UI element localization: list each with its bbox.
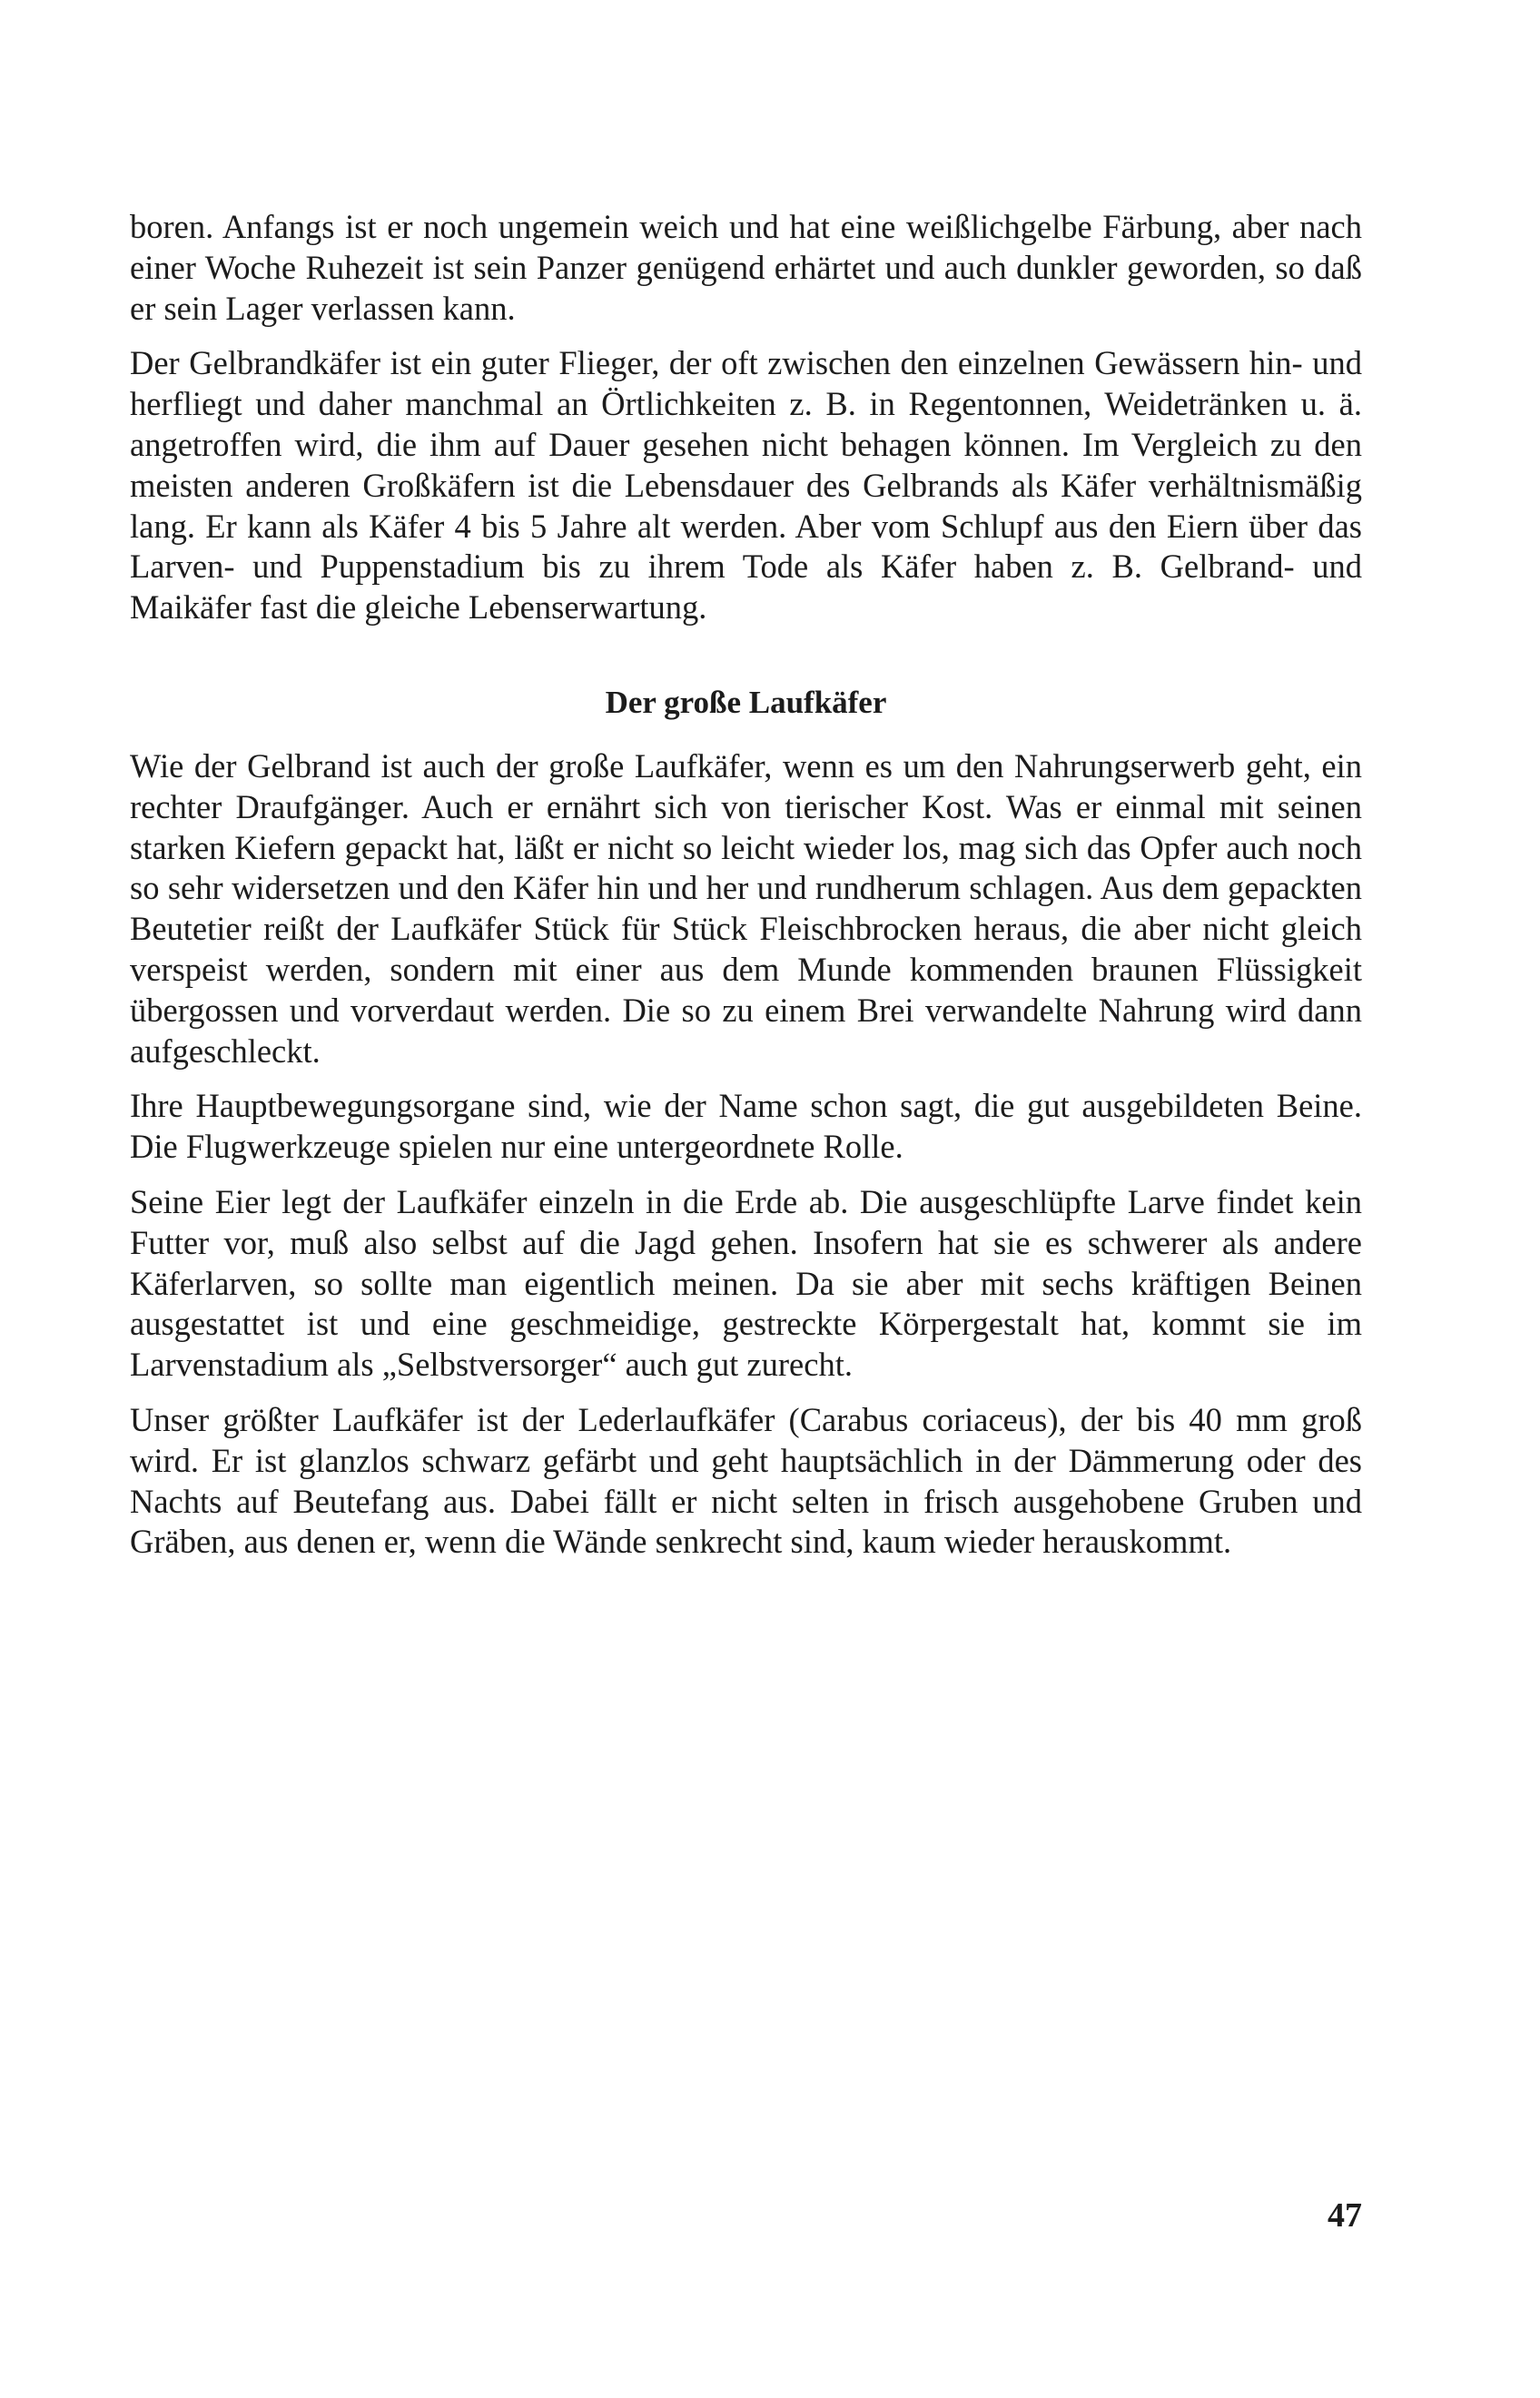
paragraph: Unser größter Laufkäfer ist der Lederlaufkäfer (Carabus coriaceus), der bis 40 mm groß wird. Er ist glanzlos schwarz gefärbt und geht hauptsächlich in der Dämmerung oder des Nachts auf Beutefang aus. Dabei fällt er nicht selten in frisch ausgehobene Gruben und Gräben, aus denen er, wenn die Wände senkrecht sind, kaum wieder herauskommt. — [130, 1400, 1362, 1561]
paragraph: Seine Eier legt der Laufkäfer einzeln in die Erde ab. Die ausgeschlüpfte Larve findet kein Futter vor, muß also selbst auf die Jagd gehen. Insofern hat sie es schwerer als andere Käferlarven, so sollte man eigentlich meinen. Da sie aber mit sechs kräftigen Beinen ausgestattet ist und eine geschmeidige, gestreckte Körpergestalt hat, kommt sie im Larvenstadium als „Selbstversorger“ auch gut zurecht. — [130, 1182, 1362, 1384]
page-number: 47 — [1328, 2196, 1362, 2235]
paragraph: Wie der Gelbrand ist auch der große Laufkäfer, wenn es um den Nahrungserwerb geht, ein rechter Draufgänger. Auch er ernährt sich von tierischer Kost. Was er einmal mit seinen starken Kiefern gepackt hat, läßt er nicht so leicht wieder los, mag sich das Opfer auch noch so sehr widersetzen und den Käfer hin und her und rundherum schlagen. Aus dem gepackten Beutetier reißt der Laufkäfer Stück für Stück Fleischbrocken heraus, die aber nicht gleich verspeist werden, sondern mit einer aus dem Munde kommenden braunen Flüssigkeit übergossen und vorverdaut werden. Die so zu einem Brei verwandelte Nahrung wird dann aufgeschleckt. — [130, 746, 1362, 1070]
paragraph: Der Gelbrandkäfer ist ein guter Flieger, der oft zwischen den einzelnen Gewässern hin- und herfliegt und daher manchmal an Örtlichkeiten z. B. in Regentonnen, Weidetränken u. ä. angetroffen wird, die ihm auf Dauer gesehen nicht behagen können. Im Vergleich zu den meisten anderen Großkäfern ist die Lebensdauer des Gelbrands als Käfer verhältnismäßig lang. Er kann als Käfer 4 bis 5 Jahre alt werden. Aber vom Schlupf aus den Eiern über das Larven- und Puppenstadium bis zu ihrem Tode als Käfer haben z. B. Gelbrand- und Maikäfer fast die gleiche Lebenserwartung. — [130, 344, 1362, 627]
body-text — [130, 207, 1362, 1577]
paragraph: boren. Anfangs ist er noch ungemein weich und hat eine weißlichgelbe Färbung, aber nach einer Woche Ruhezeit ist sein Panzer genügend erhärtet und auch dunkler geworden, so daß er sein Lager verlassen kann. — [130, 208, 1362, 327]
section-heading: Der große Laufkäfer — [605, 684, 887, 720]
paragraph: Ihre Hauptbewegungsorgane sind, wie der Name schon sagt, die gut ausgebildeten Beine. Die Flugwerkzeuge spielen nur eine untergeordnete Rolle. — [130, 1087, 1362, 1166]
